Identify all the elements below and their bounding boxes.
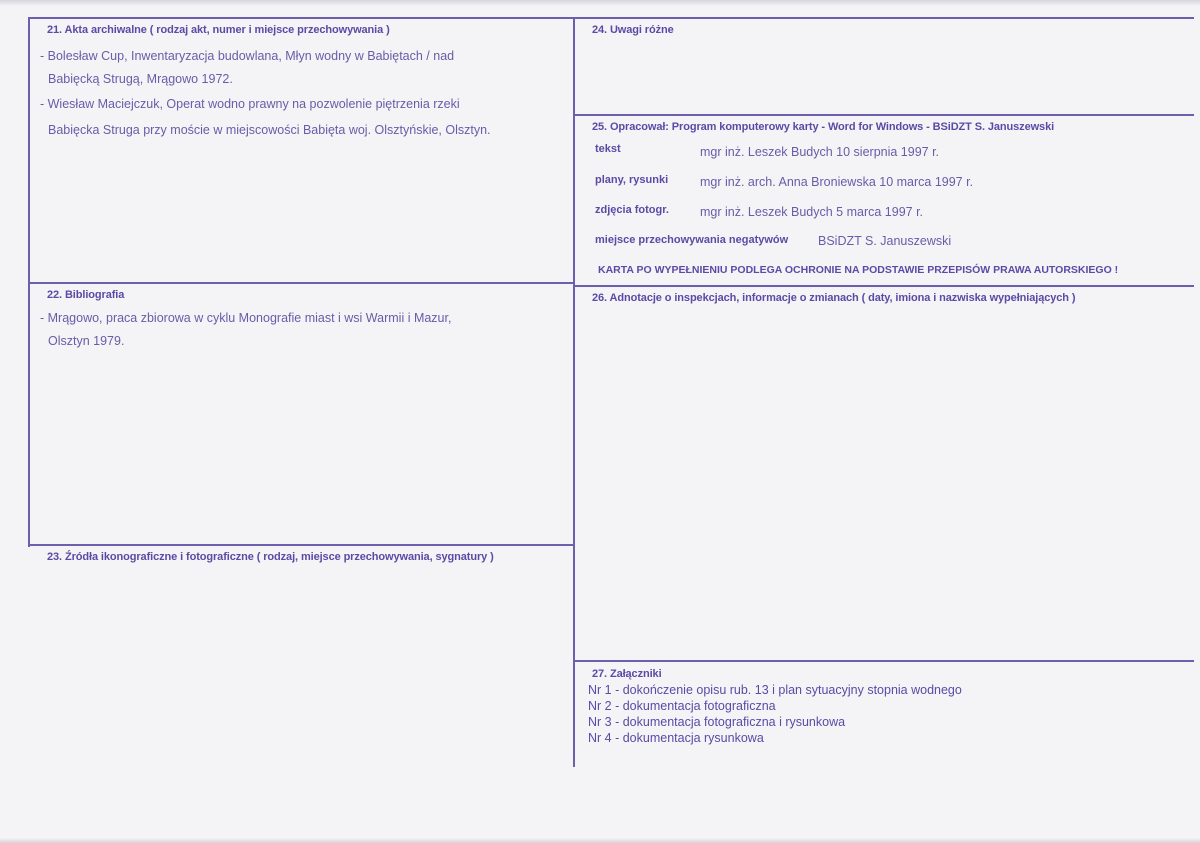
- attachment-item-4: Nr 4 - dokumentacja rysunkowa: [588, 731, 764, 745]
- rule-22-23: [28, 544, 575, 546]
- scan-top-edge: [0, 0, 1200, 6]
- section-21-line-2: Babięcką Strugą, Mrągowo 1972.: [48, 72, 233, 86]
- plany-value: mgr inż. arch. Anna Broniewska 10 marca 1997 r.: [700, 175, 974, 189]
- rule-21-22: [28, 282, 575, 284]
- section-23-header: 23. Źródła ikonograficzne i fotograficzne ( rodzaj, miejsce przechowywania, sygnatury ): [47, 551, 494, 563]
- attachment-item-3: Nr 3 - dokumentacja fotograficzna i rysunkowa: [588, 715, 846, 729]
- section-27-header: 27. Załączniki: [592, 668, 662, 680]
- section-22-line-1: - Mrągowo, praca zbiorowa w cyklu Monografie miast i wsi Warmii i Mazur,: [40, 311, 452, 325]
- section-24-header: 24. Uwagi różne: [592, 24, 674, 36]
- section-26-header: 26. Adnotacje o inspekcjach, informacje o zmianach ( daty, imiona i nazwiska wypełniających ): [592, 292, 1076, 304]
- section-22-header: 22. Bibliografia: [47, 289, 125, 301]
- center-divider: [573, 17, 575, 767]
- zdjecia-value: mgr inż. Leszek Budych 5 marca 1997 r.: [700, 205, 924, 219]
- rule-24-25: [574, 114, 1194, 116]
- attachment-item-2: Nr 2 - dokumentacja fotograficzna: [588, 699, 776, 713]
- tekst-value: mgr inż. Leszek Budych 10 sierpnia 1997 r.: [700, 145, 940, 159]
- section-22-line-2: Olsztyn 1979.: [48, 334, 125, 348]
- top-rule: [28, 17, 1194, 19]
- section-21-line-1: - Bolesław Cup, Inwentaryzacja budowlana, Młyn wodny w Babiętach / nad: [40, 49, 455, 63]
- rule-25-26: [574, 285, 1194, 287]
- section-21-header: 21. Akta archiwalne ( rodzaj akt, numer i miejsce przechowywania ): [47, 24, 390, 36]
- plany-label: plany, rysunki: [595, 174, 669, 186]
- section-21-line-3: - Wiesław Maciejczuk, Operat wodno prawny na pozwolenie piętrzenia rzeki: [40, 97, 460, 111]
- copyright-notice: KARTA PO WYPEŁNIENIU PODLEGA OCHRONIE NA PODSTAWIE PRZEPISÓW PRAWA AUTORSKIEGO !: [598, 264, 1119, 276]
- rule-26-27: [574, 660, 1194, 662]
- section-21-line-4: Babięcka Struga przy moście w miejscowości Babięta woj. Olsztyńskie, Olsztyn.: [48, 123, 491, 137]
- tekst-label: tekst: [595, 143, 621, 155]
- negatywy-label: miejsce przechowywania negatywów: [595, 234, 789, 246]
- section-25-header: 25. Opracował: Program komputerowy karty - Word for Windows - BSiDZT S. Januszewski: [592, 121, 1055, 133]
- negatywy-value: BSiDZT S. Januszewski: [818, 234, 952, 248]
- attachment-item-1: Nr 1 - dokończenie opisu rub. 13 i plan sytuacyjny stopnia wodnego: [588, 683, 962, 697]
- scan-bottom-edge: [0, 838, 1200, 843]
- zdjecia-label: zdjęcia fotogr.: [595, 204, 669, 216]
